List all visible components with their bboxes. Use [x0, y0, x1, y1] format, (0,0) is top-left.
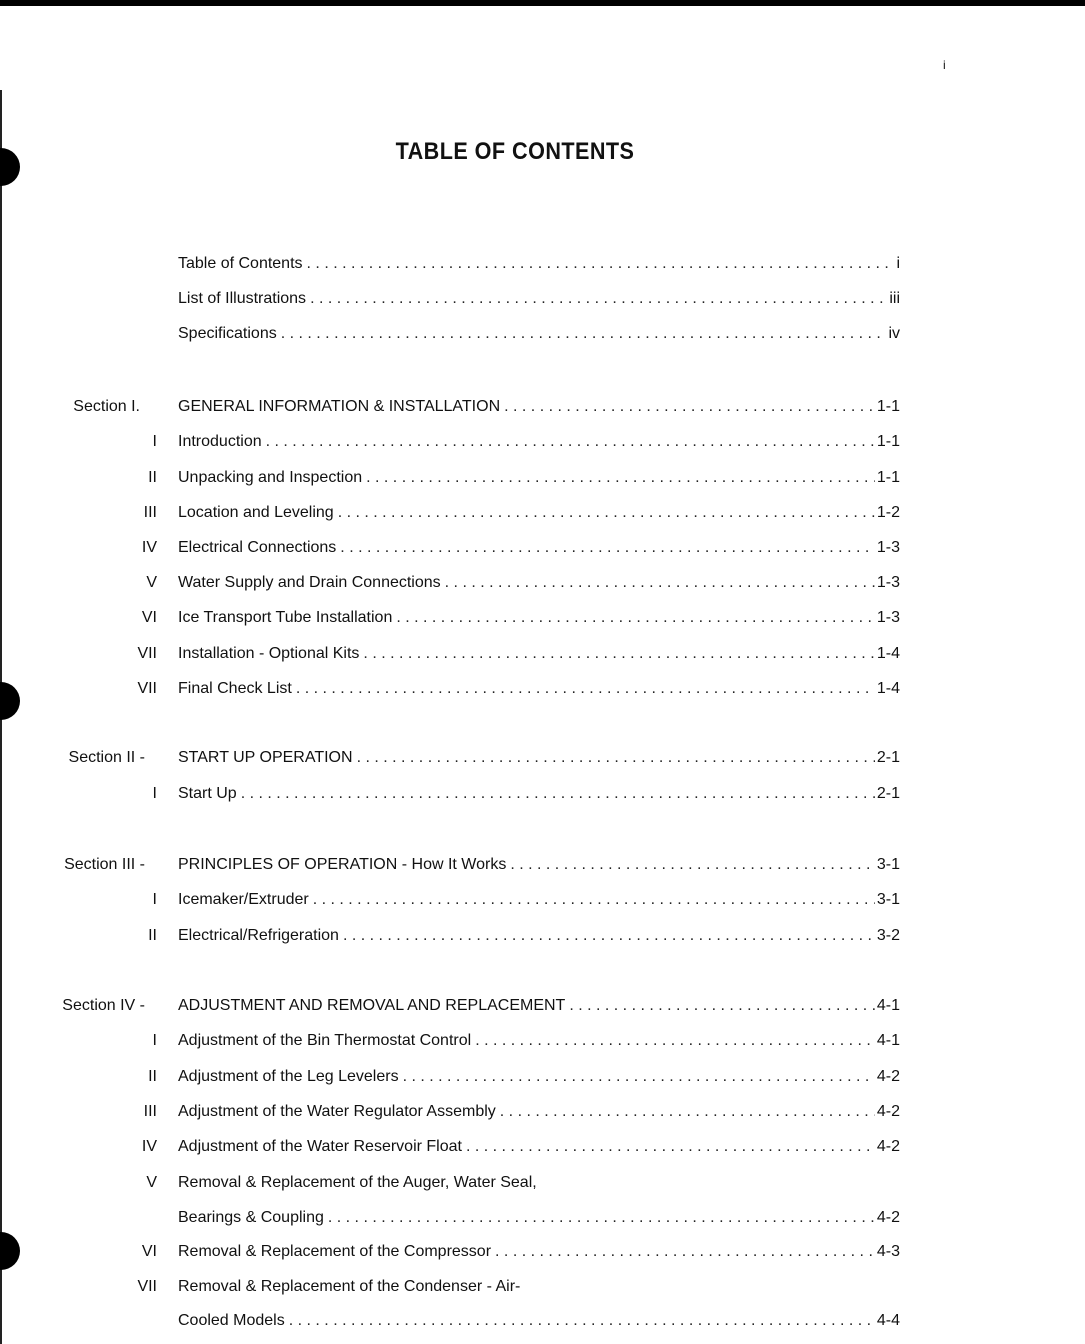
dot-leader: [281, 322, 887, 346]
toc-entry-page: 4-2: [876, 1103, 900, 1120]
item-number: I: [152, 433, 157, 450]
item-number: II: [148, 469, 157, 486]
toc-entry: [0, 642, 1085, 666]
toc-entry-page: i: [896, 255, 900, 272]
dot-leader: [266, 430, 875, 454]
toc-entry-page: 3-2: [876, 927, 900, 944]
toc-entry-page: 4-2: [876, 1209, 900, 1226]
section-label: Section I.: [73, 398, 140, 415]
toc-entry-page: 4-1: [876, 1032, 900, 1049]
item-number: VII: [137, 680, 157, 697]
toc-entry-label: Adjustment of the Water Reservoir Float: [178, 1138, 462, 1155]
toc-entry-label: Specifications: [178, 325, 277, 342]
toc-entry: [0, 571, 1085, 595]
toc-entry-label: Adjustment of the Bin Thermostat Control: [178, 1032, 472, 1049]
toc-entry-page: 3-1: [876, 891, 900, 908]
toc-entry-label: Removal & Replacement of the Condenser - Air-: [178, 1278, 521, 1295]
toc-entry-page: 4-2: [876, 1138, 900, 1155]
toc-entry-continuation: [0, 1309, 1085, 1333]
item-number: V: [146, 574, 157, 591]
dot-leader: [510, 853, 875, 877]
item-number: I: [152, 1032, 157, 1049]
page-number: i: [943, 58, 946, 72]
toc-entry-label: Unpacking and Inspection: [178, 469, 363, 486]
toc-entry: [0, 1100, 1085, 1124]
toc-entry-label: Final Check List: [178, 680, 292, 697]
section-page: 3-1: [876, 856, 900, 873]
toc-entry: [0, 924, 1085, 948]
binder-hole: [0, 148, 20, 186]
item-number: II: [148, 1068, 157, 1085]
dot-leader: [328, 1206, 875, 1230]
dot-leader: [313, 888, 875, 912]
toc-entry: [0, 606, 1085, 630]
toc-entry: [0, 782, 1085, 806]
section-heading: ADJUSTMENT AND REMOVAL AND REPLACEMENT: [178, 997, 566, 1014]
item-number: IV: [141, 539, 157, 556]
toc-entry-page: 1-3: [876, 574, 900, 591]
toc-entry: [0, 322, 1085, 346]
toc-entry: [0, 252, 1085, 276]
dot-leader: [569, 994, 875, 1018]
toc-entry-label: Table of Contents: [178, 255, 303, 272]
dot-leader: [338, 501, 875, 525]
toc-entry: [0, 1275, 1085, 1299]
scan-top-edge: [0, 0, 1085, 6]
dot-leader: [343, 924, 875, 948]
toc-entry-page: 4-2: [876, 1068, 900, 1085]
dot-leader: [241, 782, 875, 806]
toc-entry-label: Cooled Models: [178, 1312, 285, 1329]
toc-entry: [0, 1065, 1085, 1089]
item-number: IV: [141, 1138, 157, 1155]
toc-entry-label: Introduction: [178, 433, 262, 450]
dot-leader: [310, 287, 887, 311]
toc-entry: [0, 1171, 1085, 1195]
section-heading: PRINCIPLES OF OPERATION - How It Works: [178, 856, 507, 873]
dot-leader: [504, 395, 875, 419]
toc-entry: [0, 1135, 1085, 1159]
toc-entry-page: iii: [889, 290, 900, 307]
toc-entry-label: Location and Leveling: [178, 504, 334, 521]
dot-leader: [445, 571, 875, 595]
item-number: II: [148, 927, 157, 944]
dot-leader: [340, 536, 875, 560]
dot-leader: [396, 606, 875, 630]
toc-entry-label: Icemaker/Extruder: [178, 891, 309, 908]
toc-entry: [0, 1029, 1085, 1053]
dot-leader: [307, 252, 895, 276]
dot-leader: [500, 1100, 875, 1124]
dot-leader: [403, 1065, 875, 1089]
toc-entry-label: Adjustment of the Leg Levelers: [178, 1068, 399, 1085]
toc-entry: [0, 1240, 1085, 1264]
toc-entry: [0, 536, 1085, 560]
toc-entry: [0, 888, 1085, 912]
toc-entry-label: Water Supply and Drain Connections: [178, 574, 441, 591]
toc-entry-label: Adjustment of the Water Regulator Assembly: [178, 1103, 496, 1120]
section-page: 1-1: [876, 398, 900, 415]
dot-leader: [289, 1309, 875, 1333]
toc-entry: [0, 677, 1085, 701]
toc-entry-page: 1-2: [876, 504, 900, 521]
toc-entry-label: Removal & Replacement of the Auger, Water Seal,: [178, 1174, 537, 1191]
toc-entry-page: 4-4: [876, 1312, 900, 1329]
section-heading: START UP OPERATION: [178, 749, 353, 766]
toc-entry-page: 1-3: [876, 609, 900, 626]
dot-leader: [363, 642, 874, 666]
toc-entry-page: 1-4: [876, 645, 900, 662]
dot-leader: [366, 466, 875, 490]
dot-leader: [357, 746, 875, 770]
item-number: VI: [141, 609, 157, 626]
section-heading: GENERAL INFORMATION & INSTALLATION: [178, 398, 501, 415]
toc-entry-continuation: [0, 1206, 1085, 1230]
toc-entry-label: Bearings & Coupling: [178, 1209, 324, 1226]
item-number: VI: [141, 1243, 157, 1260]
toc-entry-label: Electrical Connections: [178, 539, 337, 556]
item-number: III: [143, 504, 157, 521]
item-number: I: [152, 891, 157, 908]
toc-entry: [0, 430, 1085, 454]
toc-entry: [0, 466, 1085, 490]
toc-entry-page: 1-1: [876, 469, 900, 486]
item-number: III: [143, 1103, 157, 1120]
section-label: Section II -: [68, 749, 145, 766]
toc-entry: [0, 287, 1085, 311]
section-heading-row: [0, 746, 1085, 770]
toc-entry-page: 4-3: [876, 1243, 900, 1260]
toc-entry-label: Removal & Replacement of the Compressor: [178, 1243, 492, 1260]
section-label: Section III -: [64, 856, 145, 873]
dot-leader: [495, 1240, 875, 1264]
item-number: V: [146, 1174, 157, 1191]
section-page: 4-1: [876, 997, 900, 1014]
dot-leader: [475, 1029, 875, 1053]
toc-entry-label: Installation - Optional Kits: [178, 645, 360, 662]
section-page: 2-1: [876, 749, 900, 766]
toc-entry-label: Electrical/Refrigeration: [178, 927, 339, 944]
toc-entry-label: List of Illustrations: [178, 290, 307, 307]
toc-entry-page: 1-4: [876, 680, 900, 697]
toc-entry-page: 1-3: [876, 539, 900, 556]
item-number: I: [152, 785, 157, 802]
section-heading-row: [0, 395, 1085, 419]
toc-entry-label: Start Up: [178, 785, 237, 802]
dot-leader: [466, 1135, 875, 1159]
item-number: VII: [137, 1278, 157, 1295]
dot-leader: [296, 677, 875, 701]
section-heading-row: [0, 853, 1085, 877]
page-title: TABLE OF CONTENTS: [395, 138, 635, 165]
toc-entry: [0, 501, 1085, 525]
toc-entry-page: 1-1: [876, 433, 900, 450]
section-heading-row: [0, 994, 1085, 1018]
toc-entry-page: 2-1: [876, 785, 900, 802]
section-label: Section IV -: [62, 997, 145, 1014]
toc-entry-label: Ice Transport Tube Installation: [178, 609, 393, 626]
toc-entry-page: iv: [888, 325, 900, 342]
item-number: VII: [137, 645, 157, 662]
